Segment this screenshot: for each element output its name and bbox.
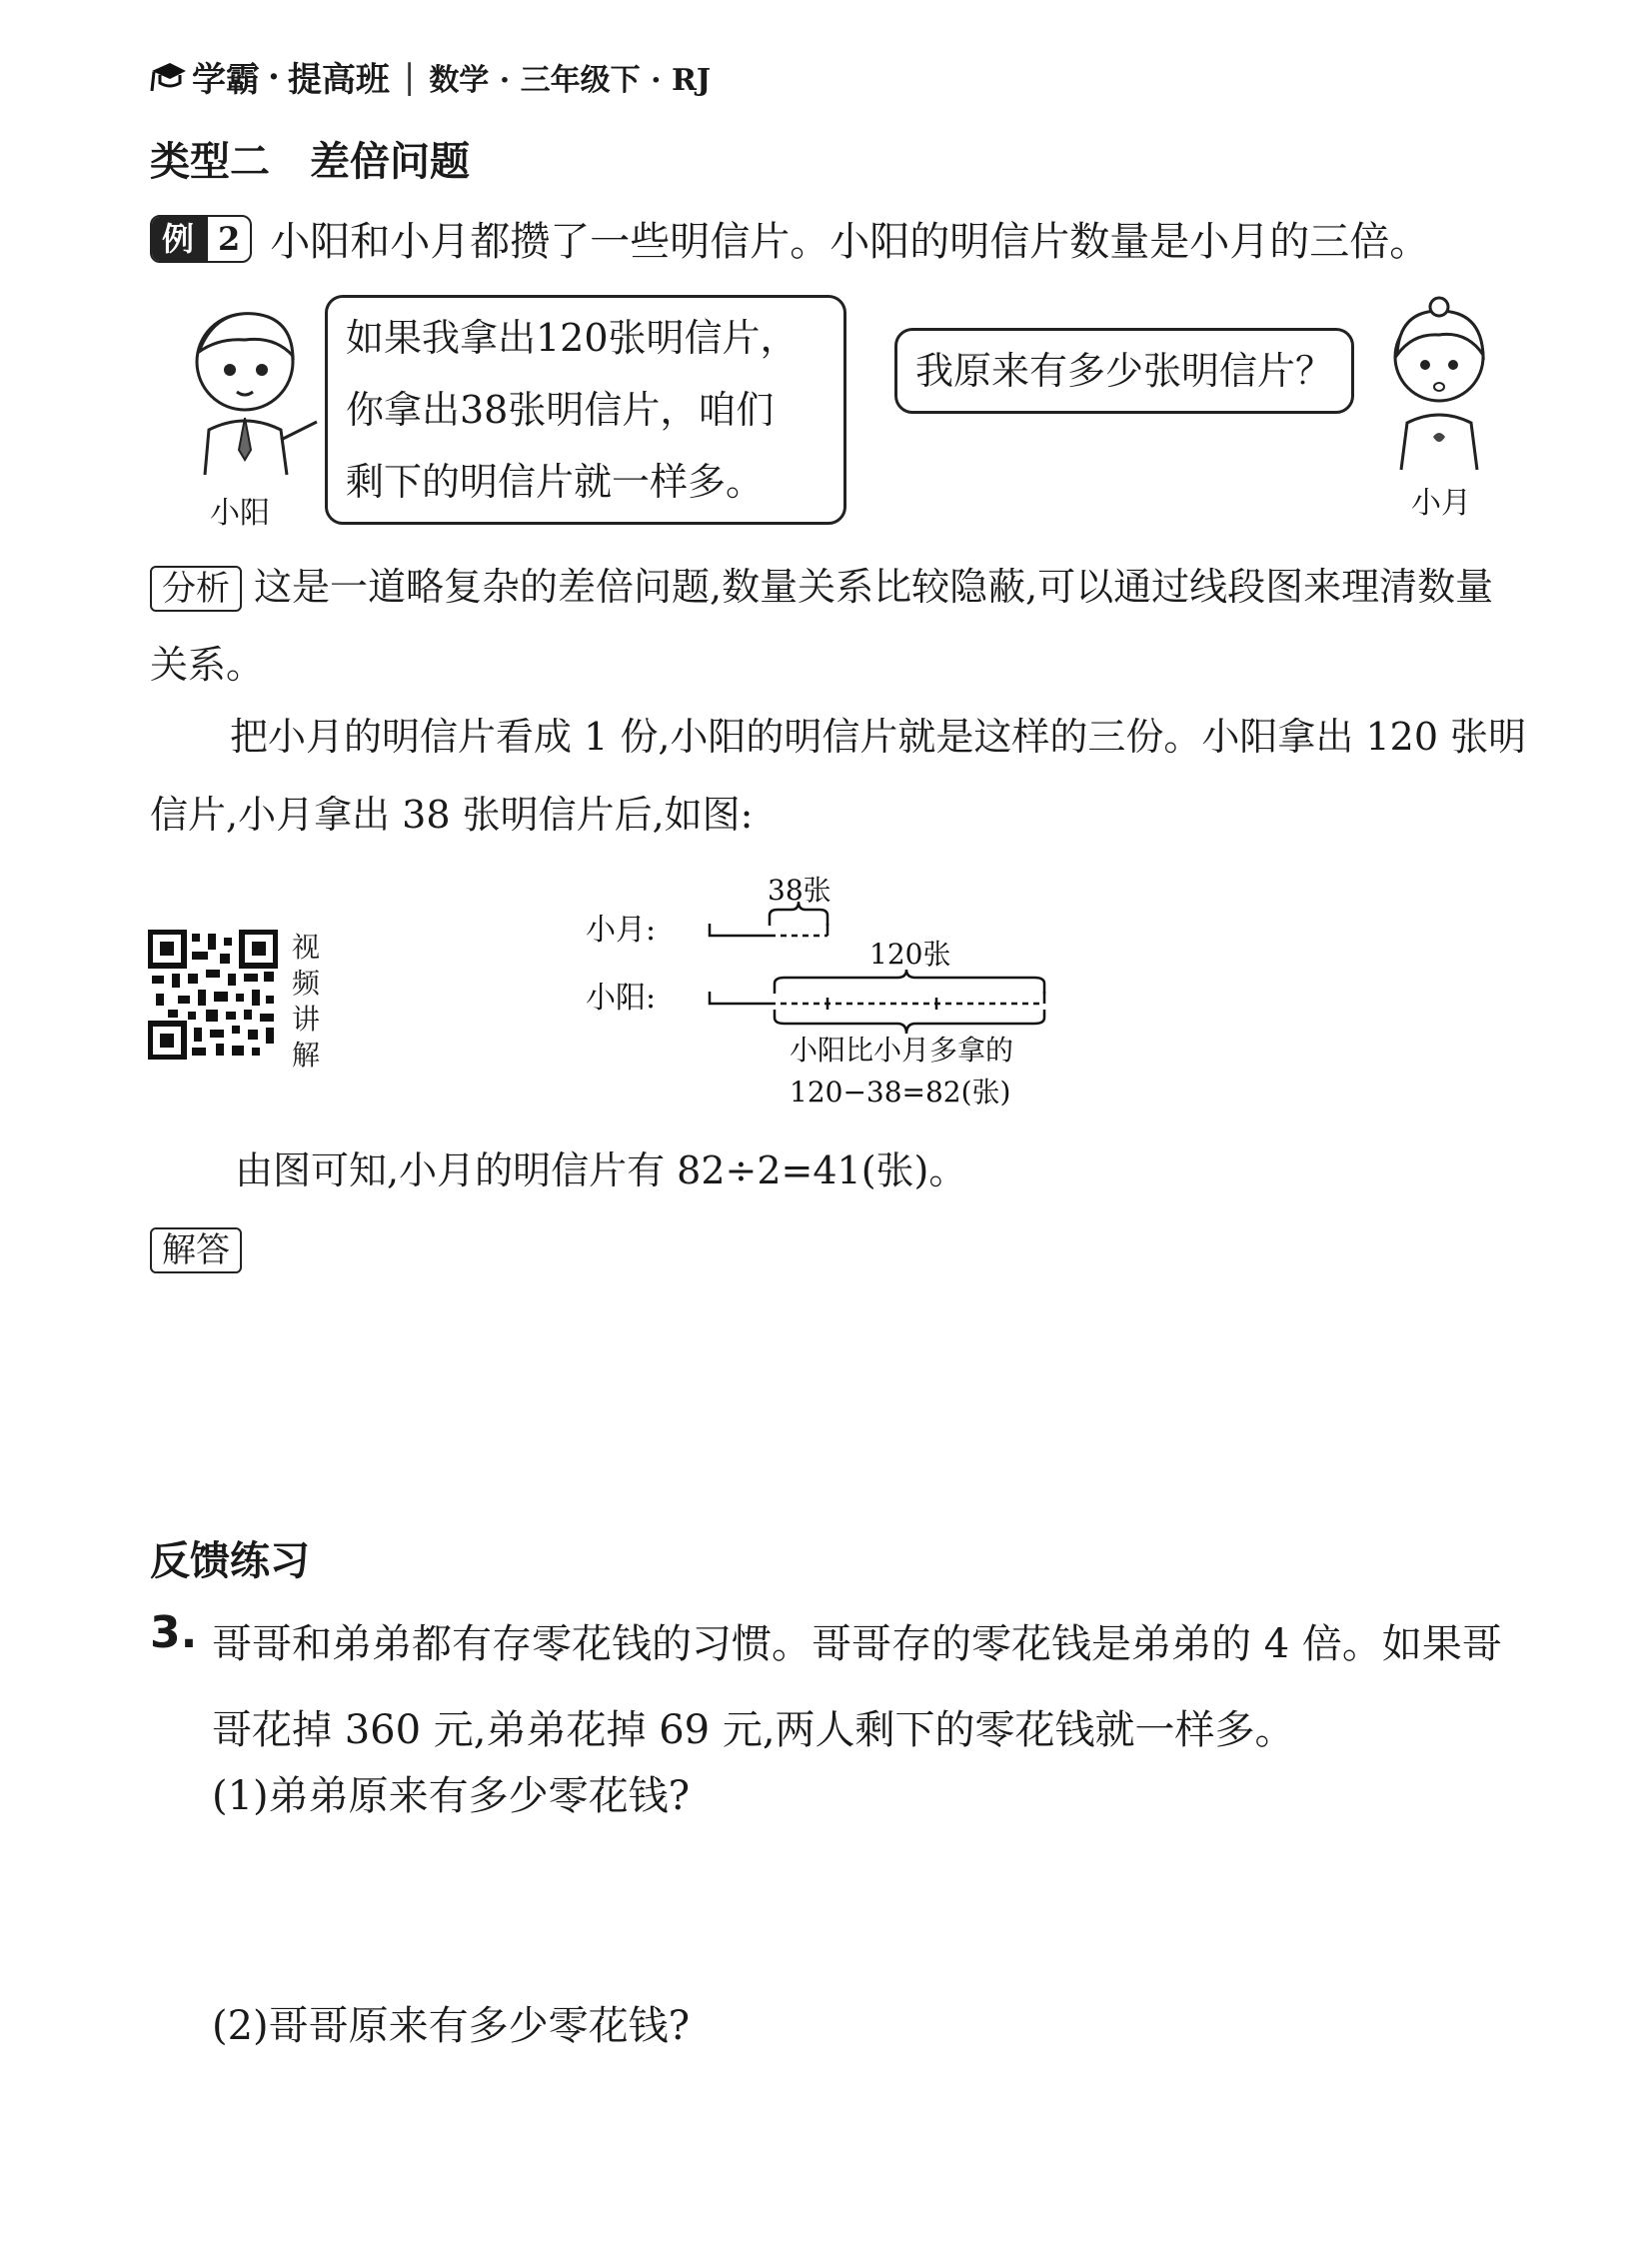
example-badge [150,215,252,263]
diagram-note-line-2: 120−38=82(张) [790,1076,1011,1109]
brand-dot: · [268,56,280,97]
diagram-brace-38-label: 38张 [768,874,831,907]
sub-question-2: (2)哥哥原来有多少零花钱? [212,2003,691,2049]
sub-question-1: (1)弟弟原来有多少零花钱? [212,1773,691,1819]
header-separator: | [403,56,416,97]
conclusion-text: 由图可知,小月的明信片有 82÷2=41(张)。 [235,1148,967,1192]
page-header [148,52,711,101]
feedback-title: 反馈练习 [150,1537,310,1584]
question-text: 哥哥和弟弟都有存零花钱的习惯。哥哥存的零花钱是弟弟的 4 倍。如果哥哥花掉 360 元,弟弟花掉 69 元,两人剩下的零花钱就一样多。 [212,1621,1502,1753]
analysis-paragraph-1 [150,548,1529,704]
speech-bubble-left [325,295,846,525]
answer-area [150,1227,254,1273]
example-text: 小阳和小月都攒了一些明信片。小阳的明信片数量是小月的三倍。 [270,219,1430,265]
speech-line-1: 如果我拿出120张明信片， [346,316,799,360]
example-badge-label: 例 [152,217,208,261]
answer-tag: 解答 [150,1227,242,1273]
girl-name: 小月 [1411,486,1471,521]
qr-code-icon [148,930,278,1060]
question-number: 3. [150,1607,198,1658]
brand-name: 学霸 [192,60,260,100]
diagram-note-line-1: 小阳比小月多拿的 [790,1034,1014,1067]
diagram-brace-120-label: 120张 [869,938,951,971]
speech-bubble-right: 我原来有多少张明信片？ [894,328,1354,414]
speech-line-2: 你拿出38张明信片，咱们 [346,388,775,432]
example-line [150,210,1429,267]
analysis-tag: 分析 [150,566,242,612]
diagram-label-xiaoyang: 小阳: [586,981,657,1016]
section-title: 类型二 差倍问题 [150,138,470,185]
analysis-text-1: 这是一道略复杂的差倍问题,数量关系比较隐蔽,可以通过线段图来理清数量关系。 [150,565,1494,687]
girl-illustration [1377,295,1502,475]
qr-label: 视频讲解 [292,931,321,1072]
boy-illustration [175,300,325,480]
line-segment-diagram [580,860,1099,1120]
speech-line-3: 剩下的明信片就一样多。 [346,460,765,504]
diagram-label-xiaoyue: 小月: [586,913,657,948]
example-badge-number: 2 [218,219,241,258]
series-info: 数学 · 三年级下 · RJ [429,62,712,98]
graduation-cap-icon [148,57,188,97]
boy-name: 小阳 [210,496,270,531]
analysis-paragraph-2: 把小月的明信片看成 1 份,小阳的明信片就是这样的三份。小阳拿出 120 张明信片,小月拿出 38 张明信片后,如图: [150,715,1527,837]
subbrand-name: 提高班 [287,60,390,100]
